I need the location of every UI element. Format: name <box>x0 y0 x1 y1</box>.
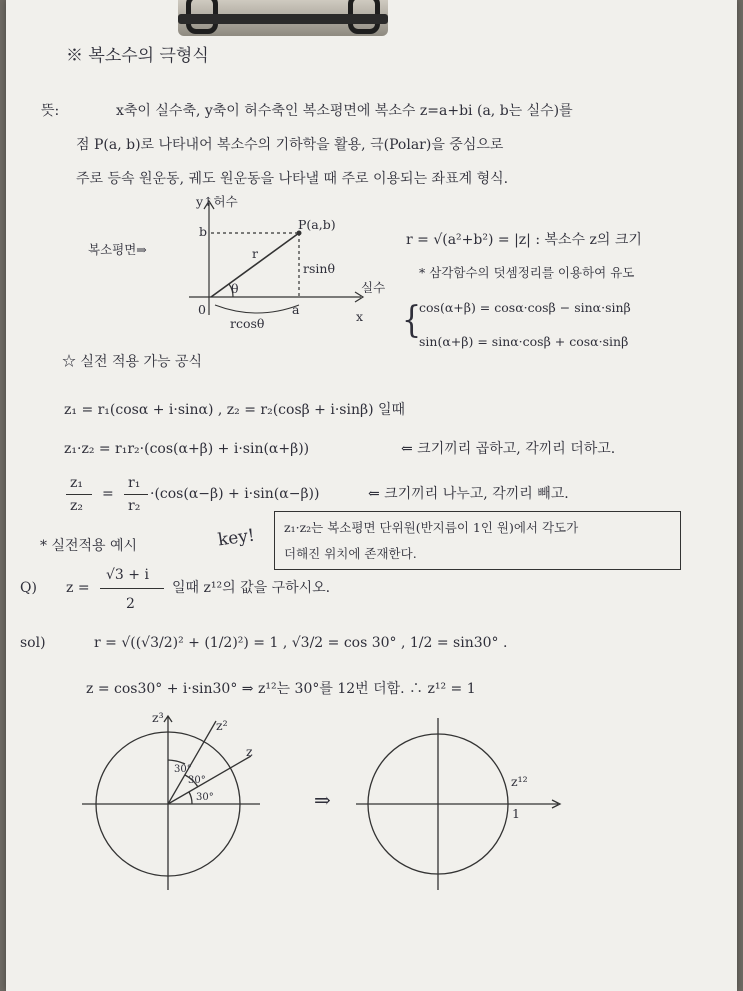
solution-label: sol) <box>20 635 46 651</box>
div-frac-numerator: z₁ <box>70 475 83 491</box>
div-r-denominator: r₂ <box>128 498 141 514</box>
div-r-numerator: r₁ <box>128 475 141 491</box>
graph2-angle-label-1: 30° <box>196 792 214 803</box>
graph3-one-label: 1 <box>512 806 520 821</box>
definition-line-2: 점 P(a, b)로 나타내어 복소수의 기하학을 활용, 극(Polar)을 중심으로 <box>76 137 504 153</box>
example-label: * 실전적용 예시 <box>40 538 138 554</box>
page-title: ※ 복소수의 극형식 <box>66 46 209 66</box>
multiplication-formula: z₁·z₂ = r₁r₂·(cos(α+β) + i·sin(α+β)) <box>64 441 310 457</box>
complex-plane-label: 복소평면⇒ <box>88 242 147 257</box>
graph1-theta-label: θ <box>231 281 239 296</box>
question-label: Q) <box>20 580 37 596</box>
div-frac-bar <box>66 494 92 495</box>
solution-line-2: z = cos30° + i·sin30° ⇒ z¹²는 30°를 12번 더함. ∴ z¹² = 1 <box>86 681 476 697</box>
key-box-line-1: z₁·z₂는 복소평면 단위원(반지름이 1인 원)에서 각도가 <box>284 520 579 535</box>
graph2-z-label: z <box>246 744 253 759</box>
formula-brace: { <box>402 299 422 342</box>
graph1-a-label: a <box>292 302 300 317</box>
div-r-bar <box>124 494 148 495</box>
clip-bar <box>178 14 388 24</box>
graph-transition-arrow: ⇒ <box>314 788 331 812</box>
graph1-origin-label: 0 <box>198 302 206 317</box>
graph1-x-axis-label: x <box>356 309 364 324</box>
definition-line-3: 주로 등속 원운동, 궤도 원운동을 나타낼 때 주로 이용되는 좌표계 형식. <box>76 171 509 187</box>
angle-arc-1 <box>189 792 192 804</box>
graph2-angle-label-3: 30° <box>174 764 192 775</box>
solution-line-1: r = √((√3/2)² + (1/2)²) = 1 , √3/2 = cos 30° , 1/2 = sin30° . <box>94 635 508 651</box>
graph2-z3-label: z³ <box>152 710 164 725</box>
graph1-y-axis-label: y↑허수 <box>196 194 238 209</box>
rotation-circle-graph <box>84 708 284 898</box>
question-denominator: 2 <box>126 596 135 612</box>
division-note: ⇐ 크기끼리 나누고, 각끼리 빼고. <box>368 486 569 502</box>
key-box-line-2: 더해진 위치에 존재한다. <box>284 546 417 561</box>
graph2-z2-label: z² <box>216 718 228 733</box>
definition-line-1: x축이 실수축, y축이 허수축인 복소평면에 복소수 z=a+bi (a, b는 실수)를 <box>116 103 573 119</box>
radius-line <box>211 233 299 297</box>
addition-theorem-note: * 삼각함수의 덧셈정리를 이용하여 유도 <box>419 265 635 280</box>
result-circle-graph <box>352 708 572 898</box>
sin-sum-formula: sin(α+β) = sinα·cosβ + cosα·sinβ <box>419 334 629 349</box>
graph1-point-label: P(a,b) <box>298 217 336 232</box>
div-equals: = <box>102 486 114 502</box>
graph1-r-label: r <box>252 246 258 261</box>
section-title-formulas: ☆ 실전 적용 가능 공식 <box>62 354 202 370</box>
z1-z2-definition: z₁ = r₁(cosα + i·sinα) , z₂ = r₂(cosβ + i·sinβ) 일때 <box>64 402 406 418</box>
rcos-brace <box>215 305 299 313</box>
clipboard-clip <box>178 0 388 36</box>
r-definition: r = √(a²+b²) = |z| : 복소수 z의 크기 <box>406 232 642 248</box>
graph2-angle-label-2: 30° <box>188 775 206 786</box>
division-formula-rest: ·(cos(α−β) + i·sin(α−β)) <box>150 486 320 502</box>
cos-sum-formula: cos(α+β) = cosα·cosβ − sinα·sinβ <box>419 300 631 315</box>
key-label: key! <box>216 525 256 551</box>
notebook-page <box>6 0 737 991</box>
graph1-x-axis-top-label: 실수 <box>361 280 386 295</box>
definition-label: 뜻: <box>41 103 60 119</box>
graph1-rcos-label: rcosθ <box>230 316 265 331</box>
multiplication-note: ⇐ 크기끼리 곱하고, 각끼리 더하고. <box>401 441 616 457</box>
question-fraction-bar <box>100 588 164 589</box>
graph1-rsin-label: rsinθ <box>303 261 335 276</box>
question-z-equals: z = <box>66 580 90 596</box>
question-text: 일때 z¹²의 값을 구하시오. <box>172 580 331 596</box>
graph3-z12-label: z¹² <box>511 774 528 789</box>
graph1-b-label: b <box>199 224 208 239</box>
div-frac-denominator: z₂ <box>70 498 83 514</box>
question-numerator: √3 + i <box>106 567 149 583</box>
